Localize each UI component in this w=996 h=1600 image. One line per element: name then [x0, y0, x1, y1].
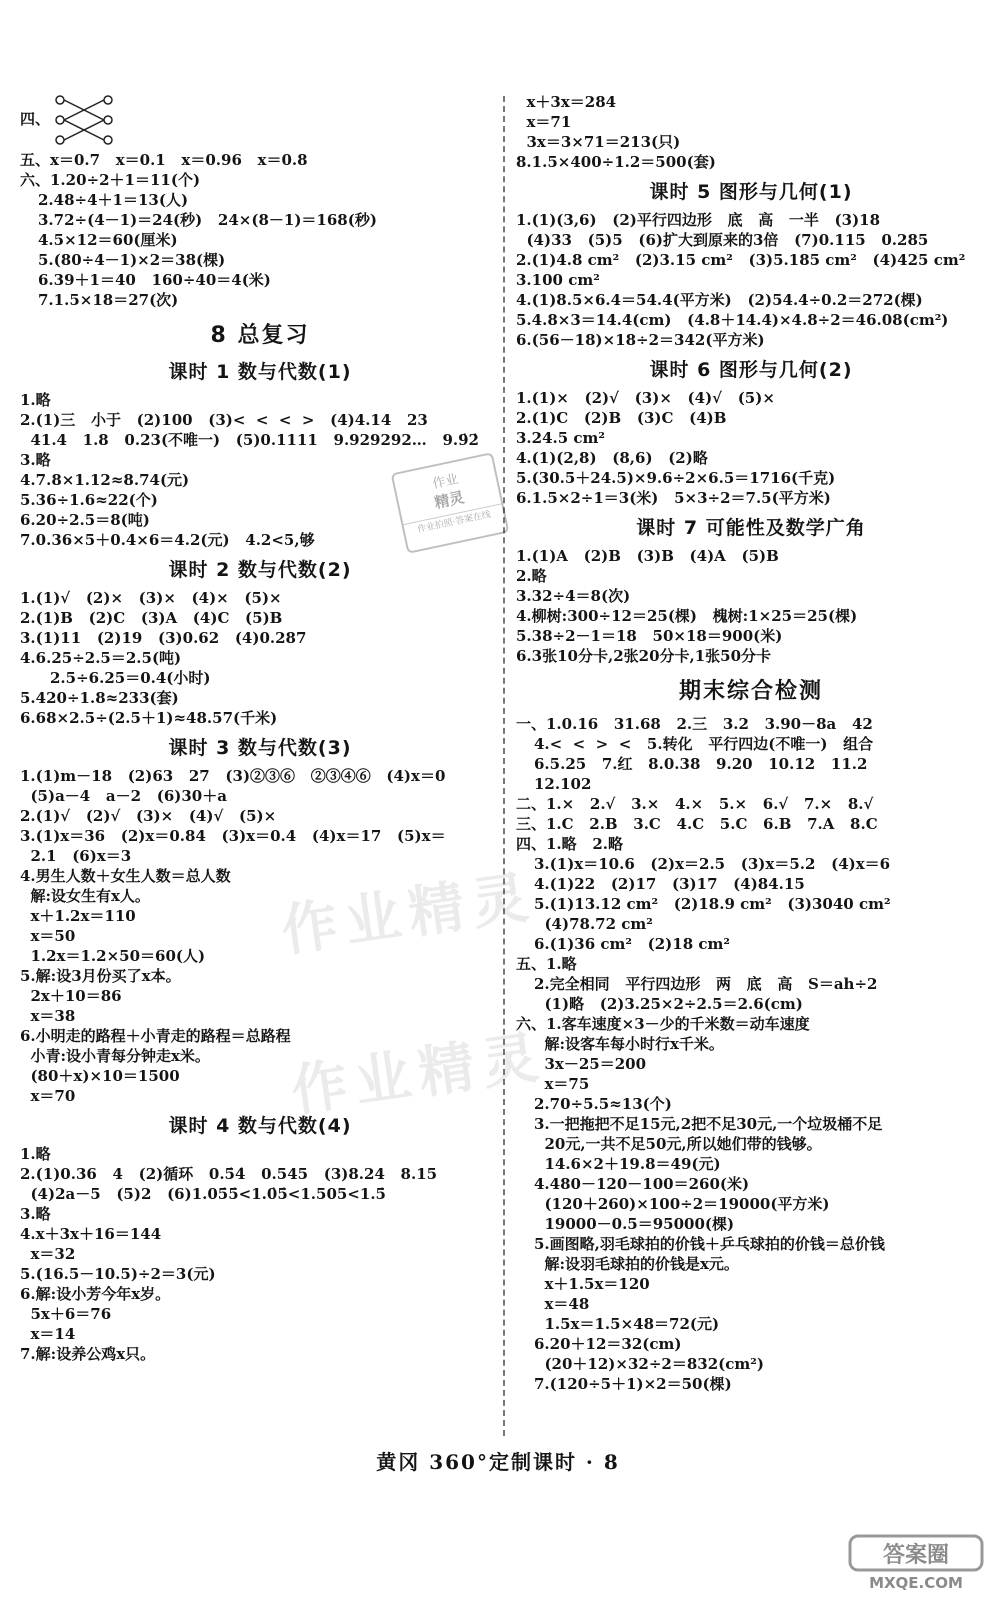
answer-line [516, 714, 986, 734]
answer-text: x＝70 [20, 1087, 76, 1105]
answer-text: 3.32÷4＝8(次) [516, 587, 631, 605]
answer-line [516, 814, 986, 834]
answer-line [516, 1074, 986, 1094]
matching-lines-diagram [50, 92, 120, 148]
lesson-heading [20, 358, 500, 386]
answer-text: 4.5×12＝60(厘米) [38, 231, 178, 249]
answer-line [20, 966, 500, 986]
answer-text: 期末综合检测 [678, 679, 823, 704]
answer-line [20, 1304, 500, 1324]
answer-text: 7.0.36×5＋0.4×6＝4.2(元) 4.2<5,够 [20, 531, 315, 549]
left-column [20, 92, 500, 1364]
answer-text: 19000－0.5＝95000(棵) [534, 1215, 735, 1233]
stamp-big: 精灵 [432, 488, 466, 512]
answer-text: x＝32 [20, 1245, 76, 1263]
answer-line [20, 1204, 500, 1224]
answer-text: 6.(56－18)×18÷2＝342(平方米) [516, 331, 765, 349]
answer-text: 3.100 cm² [516, 271, 600, 289]
answer-text: 3.24.5 cm² [516, 429, 605, 447]
answer-text: 1.(1)× (2)√ (3)× (4)√ (5)× [516, 389, 775, 407]
answer-text: (80＋x)×10＝1500 [20, 1067, 180, 1085]
answer-text: x＝48 [534, 1295, 590, 1313]
answer-text: 20元,一共不足50元,所以她们带的钱够。 [534, 1135, 822, 1153]
answer-text: 7.(120÷5＋1)×2＝50(棵) [534, 1375, 732, 1393]
answer-text: 2.5÷6.25＝0.4(小时) [50, 669, 211, 687]
answer-text: 8.1.5×400÷1.2＝500(套) [516, 153, 716, 171]
answer-line [20, 1264, 500, 1284]
logo-bottom-text: MXQE.COM [869, 1574, 963, 1592]
answer-line [20, 270, 500, 290]
answer-text: 六、1.客车速度×3－少的千米数＝动车速度 [516, 1015, 810, 1033]
answer-text: x＝50 [20, 927, 76, 945]
answer-line [20, 170, 500, 190]
answer-line [516, 290, 986, 310]
answer-text: x＝75 [534, 1075, 590, 1093]
answer-text: 2.(1)三 小于 (2)100 (3)< < < > (4)4.14 23 [20, 411, 428, 429]
answer-line [20, 826, 500, 846]
answer-line [516, 210, 986, 230]
answer-line [516, 566, 986, 586]
answer-line [516, 270, 986, 290]
answer-line [516, 1274, 986, 1294]
answer-text: x＋1.2x＝110 [20, 907, 136, 925]
answer-line [516, 774, 986, 794]
answer-text: (5)a－4 a－2 (6)30＋a [20, 787, 227, 805]
answer-line [516, 1354, 986, 1374]
match-dot [104, 116, 112, 124]
answer-text: 1.(1)m－18 (2)63 27 (3)②③⑥ ②③④⑥ (4)x＝0 [20, 767, 446, 785]
answer-text: 2.(1)0.36 4 (2)循环 0.5̇4̇ 0.545 (3)8.24 8.15 [20, 1165, 438, 1183]
answer-line [516, 112, 986, 132]
answer-text: 五、x＝0.7 x＝0.1 x＝0.96 x＝0.8 [20, 151, 308, 169]
answer-line [516, 1194, 986, 1214]
answer-line [516, 894, 986, 914]
answer-line [516, 1154, 986, 1174]
answer-text: (1)略 (2)3.25×2÷2.5＝2.6(cm) [534, 995, 803, 1013]
answer-text: 6.68×2.5÷(2.5＋1)≈48.57(千米) [20, 709, 278, 727]
answer-text: 2.完全相同 平行四边形 两 底 高 S＝ah÷2 [534, 975, 878, 993]
match-dot [104, 96, 112, 104]
answer-line [20, 608, 500, 628]
answer-line [20, 1244, 500, 1264]
answer-text: 四、 [20, 110, 51, 128]
match-dot [56, 116, 64, 124]
answer-text: 二、1.× 2.√ 3.× 4.× 5.× 6.√ 7.× 8.√ [516, 795, 874, 813]
answer-text: 解:设客车每小时行x千米。 [534, 1035, 724, 1053]
answer-text: 5.36÷1.6≈22(个) [20, 491, 158, 509]
answer-line [20, 806, 500, 826]
answer-text: 4.男生人数＋女生人数＝总人数 [20, 867, 231, 885]
logo-top-text: 答案圈 [882, 1543, 950, 1568]
answer-line [516, 1314, 986, 1334]
answer-text: 1.(1)√ (2)× (3)× (4)× (5)× [20, 589, 282, 607]
answer-text: 5.420÷1.8≈233(套) [20, 689, 179, 707]
answer-text: (20＋12)×32÷2＝832(cm²) [534, 1355, 764, 1373]
answer-text: 41.4 1.8 0.23(不唯一) (5)0.1111 9.929292… 9.9̇2̇ [20, 431, 479, 449]
answer-text: (4)78.72 cm² [534, 915, 653, 933]
answer-text: x＝71 [516, 113, 572, 131]
answer-text: 6.(1)36 cm² (2)18 cm² [534, 935, 730, 953]
answer-text: 5.(80÷4－1)×2＝38(棵) [38, 251, 226, 269]
page-footer: 黄冈 360°定制课时 · 8 [376, 1450, 620, 1474]
answer-text: (4)33 (5)5 (6)扩大到原来的3倍 (7)0.115 0.285 [516, 231, 929, 249]
answer-line [20, 1164, 500, 1184]
answer-text: 2.48÷4＋1＝13(人) [38, 191, 189, 209]
answer-line [516, 626, 986, 646]
answer-line [516, 1234, 986, 1254]
answer-line [516, 1114, 986, 1134]
answer-line [516, 754, 986, 774]
answer-line [20, 708, 500, 728]
answer-text: 课时 6 图形与几何(2) [649, 359, 853, 381]
answer-line [20, 390, 500, 410]
answer-line [516, 606, 986, 626]
answer-text: 课时 3 数与代数(3) [168, 737, 352, 759]
answer-line [20, 1284, 500, 1304]
answer-line [516, 448, 986, 468]
answer-line [20, 946, 500, 966]
answer-line [516, 974, 986, 994]
answer-text: 1.略 [20, 391, 51, 409]
answer-line [516, 546, 986, 566]
lesson-heading [516, 178, 986, 206]
answer-text: 3.(1)x＝10.6 (2)x＝2.5 (3)x＝5.2 (4)x＝6 [534, 855, 891, 873]
answer-line [20, 410, 500, 430]
answer-text: 2x＋10＝86 [20, 987, 122, 1005]
watermark-text: 作业精灵 [277, 864, 540, 965]
answer-text: x＝14 [20, 1325, 76, 1343]
answer-text: 4.柳树:300÷12＝25(棵) 槐树:1×25＝25(棵) [516, 607, 858, 625]
answer-line [516, 1034, 986, 1054]
answer-line [516, 914, 986, 934]
answer-text: 三、1.C 2.B 3.C 4.C 5.C 6.B 7.A 8.C [516, 815, 878, 833]
answer-text: 1.2x＝1.2×50＝60(人) [20, 947, 206, 965]
answer-line [516, 488, 986, 508]
answer-text: 5.38÷2－1＝18 50×18＝900(米) [516, 627, 783, 645]
answer-text: 6.1.5×2÷1＝3(米) 5×3÷2＝7.5(平方米) [516, 489, 831, 507]
answer-line [20, 1006, 500, 1026]
answer-text: 课时 4 数与代数(4) [168, 1115, 352, 1137]
answer-line [516, 1294, 986, 1314]
column-divider [503, 96, 505, 1436]
answer-line [516, 1374, 986, 1394]
answer-line [516, 388, 986, 408]
answer-line [516, 132, 986, 152]
answer-line [20, 846, 500, 866]
stamp-small: 作业拍照·答案在线 [403, 503, 504, 537]
answer-text: 小青:设小青每分钟走x米。 [20, 1047, 210, 1065]
answer-line [20, 150, 500, 170]
answer-line [20, 588, 500, 608]
match-dot [56, 136, 64, 144]
answer-line [516, 1334, 986, 1354]
answer-line [20, 290, 500, 310]
answer-line [516, 586, 986, 606]
answer-line [516, 1254, 986, 1274]
answer-text: 课时 2 数与代数(2) [168, 559, 352, 581]
answer-text: 6.20÷2.5＝8(吨) [20, 511, 150, 529]
lesson-heading [20, 556, 500, 584]
answer-line [516, 1094, 986, 1114]
answer-line [20, 648, 500, 668]
answer-text: 1.5x＝1.5×48＝72(元) [534, 1315, 720, 1333]
answer-line [20, 1184, 500, 1204]
answer-text: 2.70÷5.5≈13(个) [534, 1095, 672, 1113]
lesson-heading [20, 1112, 500, 1140]
answer-text: 6.解:设小芳今年x岁。 [20, 1285, 171, 1303]
answer-text: 2.1 (6)x＝3 [20, 847, 132, 865]
answer-text: 6.20＋12＝32(cm) [534, 1335, 682, 1353]
answer-line [20, 190, 500, 210]
answer-text: 4.(1)22 (2)17 (3)17 (4)84.15 [534, 875, 805, 893]
answer-line [20, 986, 500, 1006]
answer-text: x＋3x＝284 [516, 93, 617, 111]
section-heading [20, 320, 500, 352]
answer-text: 2.略 [516, 567, 547, 585]
right-column [516, 92, 986, 1394]
answer-text: 解:设羽毛球拍的价钱是x元。 [534, 1255, 739, 1273]
site-logo [846, 1532, 986, 1592]
answer-text: 7.解:设养公鸡x只。 [20, 1345, 156, 1363]
answer-line [516, 1214, 986, 1234]
answer-line [516, 408, 986, 428]
answer-line [516, 92, 986, 112]
answer-text: 课时 5 图形与几何(1) [649, 181, 853, 203]
answer-text: x＋1.5x＝120 [534, 1275, 650, 1293]
answer-text: 2.(1)B (2)C (3)A (4)C (5)B [20, 609, 283, 627]
answer-line [20, 786, 500, 806]
answer-text: 5.解:设3月份买了x本。 [20, 967, 181, 985]
answer-text: 4.< < > < 5.转化 平行四边(不唯一) 组合 [534, 735, 874, 753]
answer-text: 6.5.25 7.红 8.0.38 9.20 10.12 11.2 [534, 755, 868, 773]
answer-text: 一、1.0.16 31.68 2.三 3.2 3.90－8a 42 [516, 715, 873, 733]
answer-text: 课时 7 可能性及数学广角 [636, 517, 866, 539]
answer-line [516, 874, 986, 894]
match-dot [104, 136, 112, 144]
answer-line [516, 954, 986, 974]
answer-text: 1.(1)(3,6) (2)平行四边形 底 高 一半 (3)18 [516, 211, 881, 229]
answer-line [516, 734, 986, 754]
answer-text: 4.(1)(2,8) (8,6) (2)略 [516, 449, 708, 467]
answer-line [20, 1224, 500, 1244]
answer-text: 五、1.略 [516, 955, 577, 973]
answer-text: 14.6×2＋19.8＝49(元) [534, 1155, 721, 1173]
answer-line [516, 230, 986, 250]
answer-line [516, 646, 986, 666]
lesson-heading [516, 514, 986, 542]
watermark-text: 作业精灵 [287, 1024, 550, 1125]
answer-text: 3.略 [20, 451, 51, 469]
answer-text: 4.480－120－100＝260(米) [534, 1175, 750, 1193]
answer-line [516, 152, 986, 172]
answer-line [516, 1174, 986, 1194]
lesson-heading [20, 734, 500, 762]
answer-text: 3.(1)x＝36 (2)x＝0.84 (3)x＝0.4 (4)x＝17 (5)x＝ [20, 827, 446, 845]
answer-line [516, 428, 986, 448]
answer-text: 5.画图略,羽毛球拍的价钱＋乒乓球拍的价钱＝总价钱 [534, 1235, 885, 1253]
answer-text: 3.略 [20, 1205, 51, 1223]
answer-line [20, 1324, 500, 1344]
answer-text: 课时 1 数与代数(1) [168, 361, 352, 383]
answer-line [516, 330, 986, 350]
stamp-title: 作业 [431, 471, 460, 493]
answer-line [20, 230, 500, 250]
answer-text: 4.7.8×1.12≈8.74(元) [20, 471, 190, 489]
answer-text: 六、1.20÷2＋1＝11(个) [20, 171, 201, 189]
answer-text: 12.102 [534, 775, 592, 793]
answer-text: 3.一把拖把不足15元,2把不足30元,一个垃圾桶不足 [534, 1115, 883, 1133]
answer-text: 3x＝3×71＝213(只) [516, 133, 681, 151]
answer-text: 5.(1)13.12 cm² (2)18.9 cm² (3)3040 cm² [534, 895, 891, 913]
answer-text: 3x－25＝200 [534, 1055, 647, 1073]
lesson-heading [516, 356, 986, 384]
answer-line [516, 1054, 986, 1074]
answer-text: 8 总复习 [210, 323, 310, 348]
answer-text: 3.72÷(4－1)＝24(秒) 24×(8－1)＝168(秒) [38, 211, 377, 229]
answer-text: 4.x＋3x＋16＝144 [20, 1225, 162, 1243]
answer-line [20, 1144, 500, 1164]
answer-line [516, 250, 986, 270]
answer-text: 5.(16.5－10.5)÷2＝3(元) [20, 1265, 216, 1283]
answer-text: 5.4.8×3＝14.4(cm) (4.8＋14.4)×4.8÷2＝46.08(cm²) [516, 311, 949, 329]
answer-text: 2.(1)C (2)B (3)C (4)B [516, 409, 727, 427]
answer-line [20, 766, 500, 786]
answer-line [516, 310, 986, 330]
answer-line [516, 1134, 986, 1154]
answer-text: 3.(1)11 (2)19 (3)0.62 (4)0.287 [20, 629, 307, 647]
answer-text: 5.(30.5＋24.5)×9.6÷2×6.5＝1716(千克) [516, 469, 836, 487]
answer-line [20, 688, 500, 708]
answer-line [20, 210, 500, 230]
answer-line [516, 794, 986, 814]
answer-text: 2.(1)√ (2)√ (3)× (4)√ (5)× [20, 807, 277, 825]
answer-line [20, 668, 500, 688]
answer-line [516, 834, 986, 854]
answer-text: (120＋260)×100÷2＝19000(平方米) [534, 1195, 830, 1213]
answer-line [20, 1344, 500, 1364]
answer-line [20, 430, 500, 450]
answer-text: (4)2a－5 (5)2 (6)1.05̇5̇<1.0̇5̇<1.505<1.5̇ [20, 1185, 386, 1203]
answer-text: 1.(1)A (2)B (3)B (4)A (5)B [516, 547, 779, 565]
match-dot [56, 96, 64, 104]
answer-text: 6.39＋1＝40 160÷40＝4(米) [38, 271, 271, 289]
answer-line [20, 628, 500, 648]
answer-line [516, 1014, 986, 1034]
answer-text: 6.3张10分卡,2张20分卡,1张50分卡 [516, 647, 772, 665]
answer-text: 6.小明走的路程＋小青走的路程＝总路程 [20, 1027, 291, 1045]
answer-line [20, 250, 500, 270]
answer-text: 4.6.25÷2.5＝2.5(吨) [20, 649, 182, 667]
answer-text: 4.(1)8.5×6.4＝54.4(平方米) (2)54.4÷0.2＝272(棵) [516, 291, 923, 309]
answer-line [516, 468, 986, 488]
answer-line [516, 994, 986, 1014]
answer-text: 5x＋6＝76 [20, 1305, 112, 1323]
answer-text: 7.1.5×18＝27(次) [38, 291, 179, 309]
answer-text: 四、1.略 2.略 [516, 835, 623, 853]
answer-text: 解:设女生有x人。 [20, 887, 150, 905]
answer-text: x＝38 [20, 1007, 76, 1025]
answer-line [20, 92, 500, 150]
answer-text: 2.(1)4.8 cm² (2)3.15 cm² (3)5.185 cm² (4)425 cm² [516, 251, 966, 269]
answer-text: 1.略 [20, 1145, 51, 1163]
answer-line [516, 934, 986, 954]
answer-line [516, 854, 986, 874]
section-heading [516, 676, 986, 708]
